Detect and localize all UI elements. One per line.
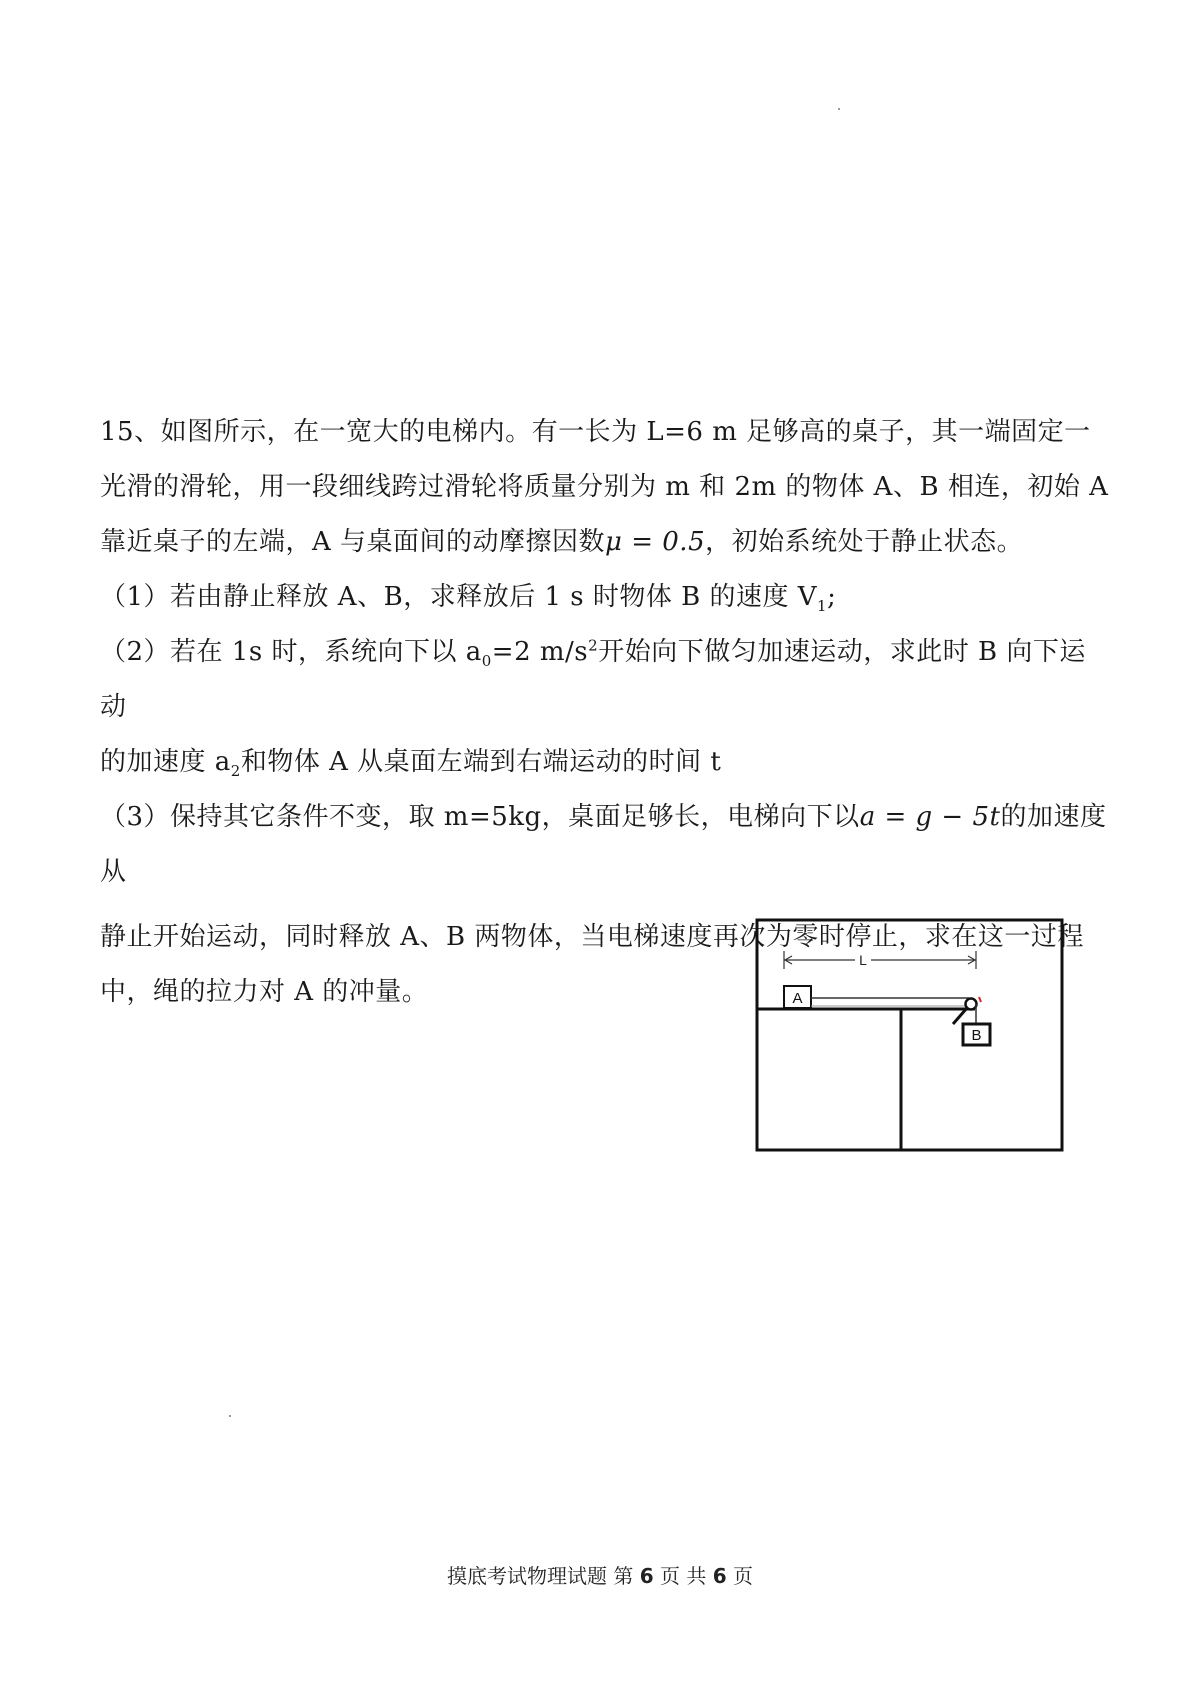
question-text: ; bbox=[827, 582, 837, 612]
question-line bbox=[100, 625, 1110, 735]
question-text: 开始向下做匀加速运动，求此时 B 向下运动 bbox=[100, 637, 1086, 722]
elevator-diagram bbox=[755, 918, 1065, 1153]
question-line bbox=[100, 735, 1110, 790]
question-2 bbox=[100, 625, 1110, 790]
friction-coefficient: μ = 0.5 bbox=[605, 527, 706, 557]
subscript: 1 bbox=[817, 597, 828, 616]
footer-text: 页 共 bbox=[653, 1564, 713, 1588]
question-line: 中，绳的拉力对 A 的冲量。 bbox=[100, 977, 429, 1007]
elevator-frame bbox=[757, 920, 1062, 1150]
superscript: 2 bbox=[588, 636, 599, 655]
footer-text: 摸底考试物理试题 第 bbox=[447, 1564, 640, 1588]
scan-dot bbox=[229, 1415, 231, 1417]
statement-line bbox=[100, 515, 1110, 570]
statement-line: 光滑的滑轮，用一段细线跨过滑轮将质量分别为 m 和 2m 的物体 A、B 相连，初始 A bbox=[100, 472, 1109, 502]
scan-dot bbox=[838, 108, 840, 110]
statement-text: ，初始系统处于静止状态。 bbox=[705, 527, 1024, 557]
page-footer bbox=[0, 1560, 1200, 1589]
question-text: （1）若由静止释放 A、B，求释放后 1 s 时物体 B 的速度 V bbox=[100, 582, 818, 612]
dimension-label: L bbox=[859, 952, 867, 968]
question-text: 和物体 A 从桌面左端到右端运动的时间 t bbox=[240, 747, 722, 777]
problem-statement bbox=[100, 405, 1110, 570]
block-a-label: A bbox=[792, 990, 803, 1007]
question-text: 的加速度 a bbox=[100, 747, 231, 777]
pulley bbox=[966, 999, 977, 1010]
statement-text: 靠近桌子的左端，A 与桌面间的动摩擦因数 bbox=[100, 527, 606, 557]
statement-line: 15、如图所示，在一宽大的电梯内。有一长为 L=6 m 足够高的桌子，其一端固定一 bbox=[100, 417, 1091, 447]
question-text: =2 m/s bbox=[491, 637, 589, 667]
acceleration-formula: a = g − 5t bbox=[859, 802, 1001, 832]
question-line bbox=[100, 790, 1110, 900]
page-number: 6 bbox=[639, 1564, 654, 1588]
question-line: 静止开始运动，同时释放 A、B 两物体，当电梯速度再次为零时停止，求在这一过程 bbox=[100, 922, 1084, 952]
pulley-marker bbox=[979, 997, 981, 1002]
footer-text: 页 bbox=[726, 1564, 753, 1588]
total-pages: 6 bbox=[712, 1564, 727, 1588]
subscript: 0 bbox=[481, 652, 492, 671]
question-text: （2）若在 1s 时，系统向下以 a bbox=[100, 637, 482, 667]
question-1 bbox=[100, 570, 1110, 625]
question-text: 的加速度从 bbox=[100, 802, 1107, 887]
block-b-label: B bbox=[971, 1027, 982, 1044]
subscript: 2 bbox=[230, 762, 241, 781]
question-text: （3）保持其它条件不变，取 m=5kg，桌面足够长，电梯向下以 bbox=[100, 802, 860, 832]
